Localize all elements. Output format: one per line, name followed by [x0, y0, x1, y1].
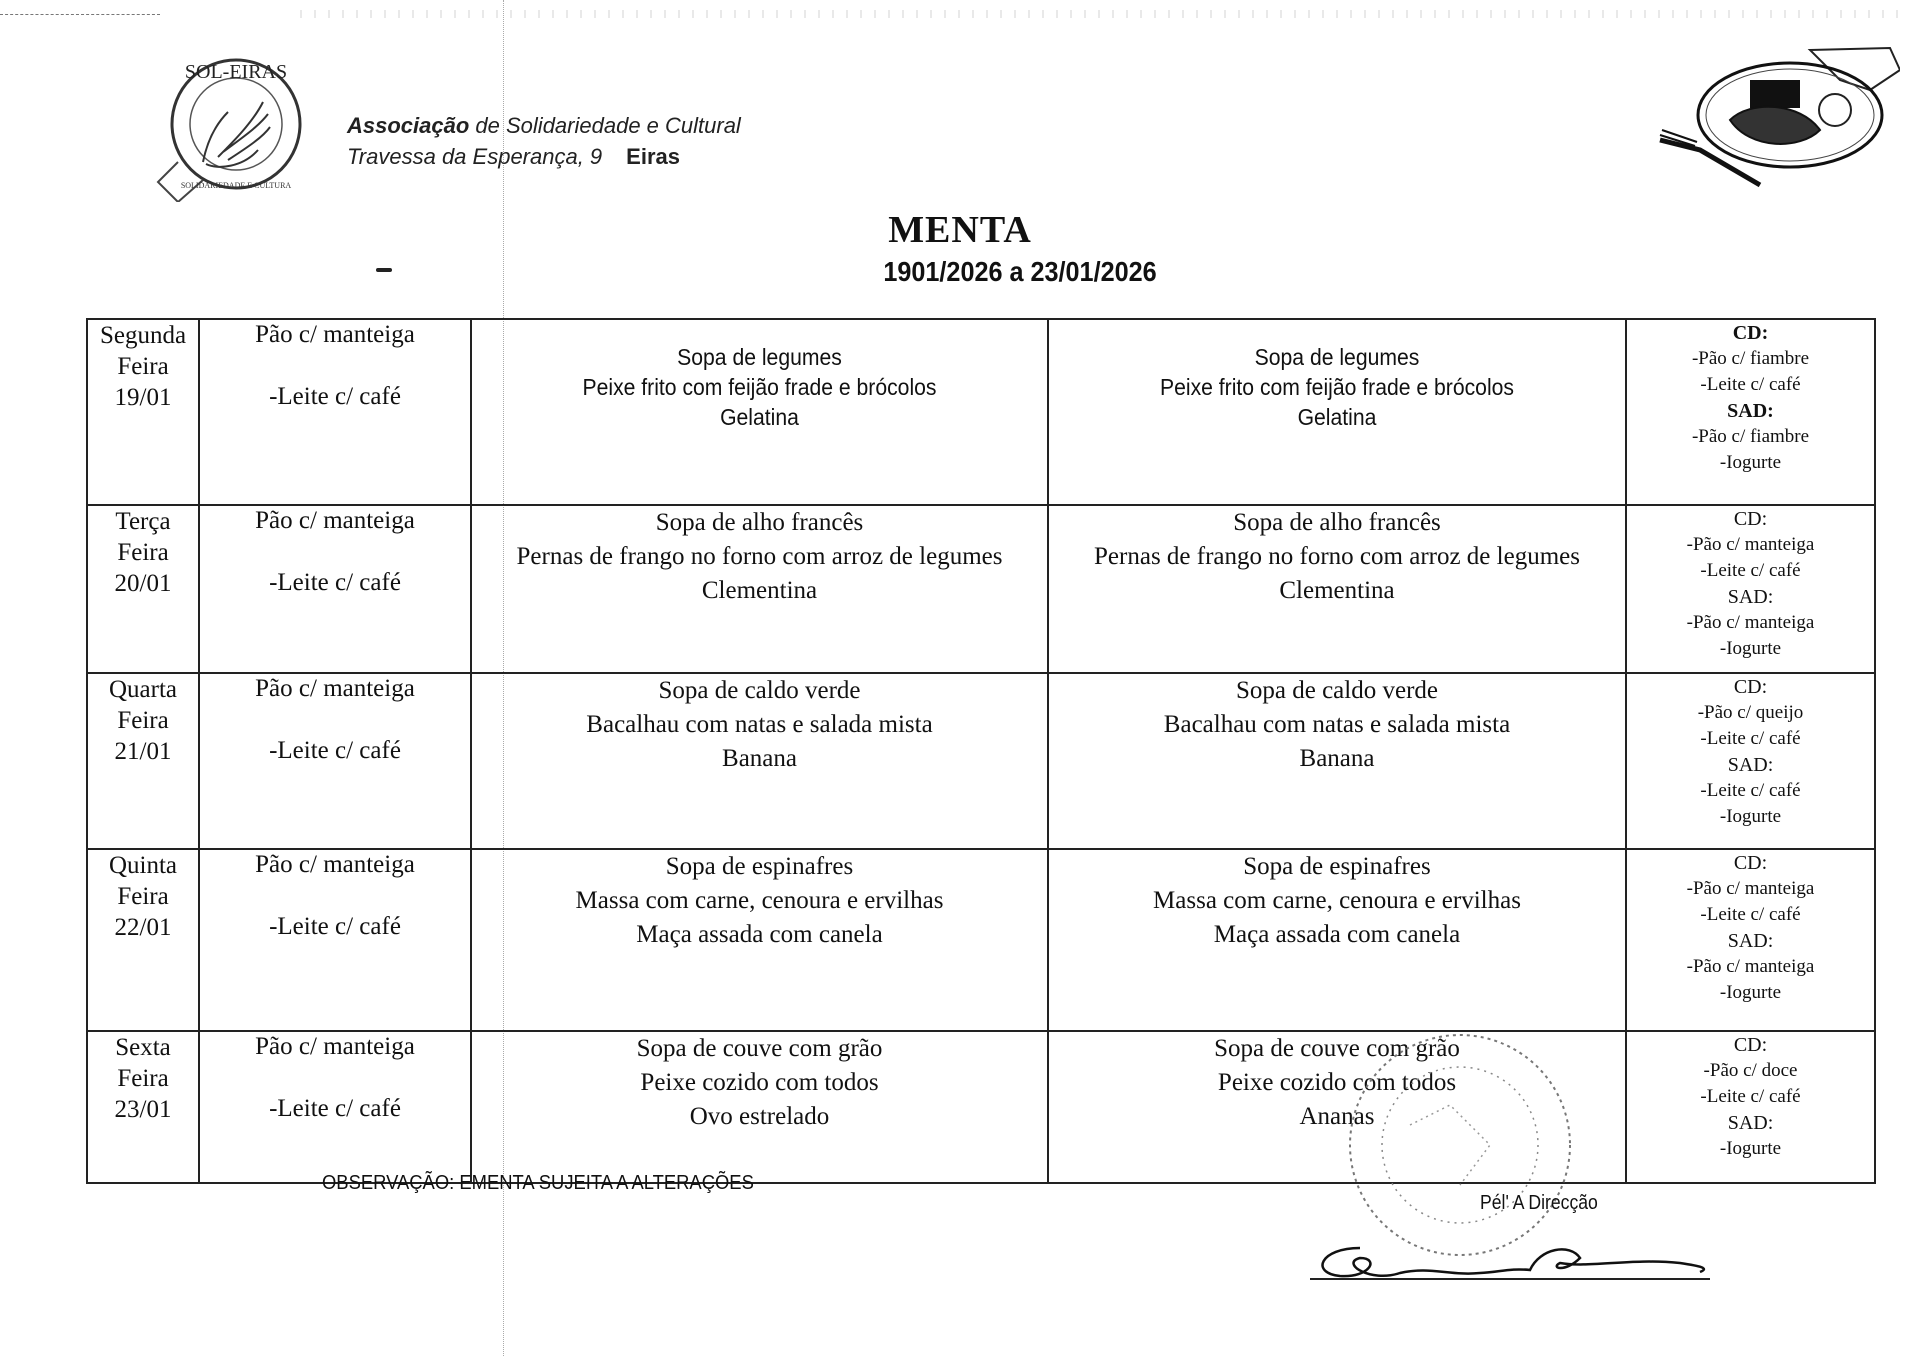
dinner-item: Peixe frito com feijão frade e brócolos: [1159, 374, 1515, 400]
snack-cell: [1626, 1031, 1875, 1183]
breakfast-item: -Leite c/ café: [269, 737, 401, 764]
day-cell: [87, 1031, 199, 1183]
menu-row: [87, 505, 1875, 673]
dinner-cell: [1048, 849, 1626, 1031]
snack-sad-label: SAD:: [1727, 586, 1774, 608]
snack-cd-label: CD:: [1733, 508, 1768, 530]
org-name-bold: Associação: [347, 113, 470, 138]
snack-cd-item: -Leite c/ café: [1700, 904, 1801, 925]
snack-sad-item: -Iogurte: [1719, 806, 1782, 827]
lunch-item: Peixe frito com feijão frade e brócolos: [582, 374, 937, 400]
menu-row: [87, 1031, 1875, 1183]
lunch-item: Pernas de frango no forno com arroz de legumes: [516, 543, 1003, 570]
day-date: 21/01: [114, 738, 172, 765]
snack-cd-item: -Pão c/ doce: [1703, 1060, 1798, 1081]
dinner-cell: [1071, 319, 1603, 505]
lunch-cell: [471, 1031, 1048, 1183]
lunch-item: Bacalhau com natas e salada mista: [586, 711, 933, 738]
lunch-item: Peixe cozido com todos: [640, 1069, 879, 1096]
breakfast-cell: [199, 1031, 471, 1183]
day-date: 23/01: [114, 1096, 172, 1123]
day-feira: Feira: [117, 707, 169, 734]
snack-sad-item: -Iogurte: [1719, 1138, 1782, 1159]
day-date: 22/01: [114, 914, 172, 941]
dinner-cell: [1048, 673, 1626, 849]
dinner-item: Banana: [1299, 745, 1375, 772]
lunch-item: Sopa de couve com grão: [636, 1035, 883, 1062]
lunch-item: Massa com carne, cenoura e ervilhas: [575, 887, 944, 914]
breakfast-item: -Leite c/ café: [269, 569, 401, 596]
snack-sad-item: -Iogurte: [1719, 638, 1782, 659]
organization-header: [347, 110, 741, 172]
snack-cd-item: -Leite c/ café: [1700, 1086, 1801, 1107]
dinner-cell: [1048, 505, 1626, 673]
lunch-item: Sopa de alho francês: [655, 509, 864, 536]
breakfast-item: -Leite c/ café: [269, 913, 401, 940]
day-name: Quarta: [108, 676, 178, 703]
dinner-item: Maça assada com canela: [1213, 921, 1461, 948]
plate-with-fork-icon: [1650, 40, 1900, 190]
snack-cd-item: -Leite c/ café: [1700, 560, 1801, 581]
day-cell: [87, 505, 199, 673]
day-date: 20/01: [114, 570, 172, 597]
observation-note: OBSERVAÇÃO: EMENTA SUJEITA A ALTERAÇÕES: [322, 1172, 754, 1194]
org-name-rest: de Solidariedade e Cultural: [475, 113, 741, 138]
dinner-item: Sopa de espinafres: [1243, 853, 1431, 880]
day-name: Quinta: [108, 852, 178, 879]
dinner-item: Pernas de frango no forno com arroz de legumes: [1094, 543, 1580, 570]
snack-cd-label: CD:: [1732, 322, 1769, 344]
logo-title-text: SOL-EIRAS: [184, 61, 288, 83]
snack-sad-label: SAD:: [1727, 400, 1774, 422]
day-date: 19/01: [114, 384, 172, 411]
org-address: Travessa da Esperança, 9: [347, 144, 603, 169]
breakfast-item: Pão c/ manteiga: [255, 321, 415, 348]
breakfast-cell: [199, 849, 471, 1031]
dinner-item: Sopa de couve com grão: [1214, 1035, 1460, 1062]
snack-cd-item: -Pão c/ fiambre: [1691, 348, 1810, 369]
menu-row: [87, 673, 1875, 849]
snack-sad-label: SAD:: [1727, 1112, 1774, 1134]
lunch-item: Sopa de caldo verde: [658, 677, 861, 704]
snack-sad-label: SAD:: [1727, 754, 1774, 776]
weekly-menu-table: [86, 318, 1876, 1184]
lunch-item: Ovo estrelado: [689, 1103, 830, 1130]
snack-sad-item: -Pão c/ fiambre: [1691, 426, 1810, 447]
menu-row: [87, 319, 1875, 505]
dinner-item: Sopa de caldo verde: [1235, 677, 1438, 704]
snack-cell: [1626, 505, 1875, 673]
lunch-item: Sopa de espinafres: [665, 853, 854, 880]
breakfast-item: Pão c/ manteiga: [255, 675, 415, 702]
scan-artifact-marks: [300, 10, 1900, 18]
handwritten-signature: [1300, 1228, 1720, 1298]
day-cell: [87, 319, 199, 505]
snack-cell: [1626, 849, 1875, 1031]
breakfast-cell: [199, 505, 471, 673]
dinner-item: Bacalhau com natas e salada mista: [1163, 711, 1511, 738]
lunch-cell: [471, 505, 1048, 673]
logo-ring-text: SOLIDARIEDADE E CULTURA: [180, 181, 292, 190]
menu-title: MENTA: [888, 209, 1032, 251]
breakfast-item: Pão c/ manteiga: [255, 851, 415, 878]
day-feira: Feira: [117, 353, 169, 380]
breakfast-item: -Leite c/ café: [269, 1095, 401, 1122]
signature-label: Pél' A Direcção: [1480, 1192, 1598, 1214]
dinner-item: Ananas: [1299, 1103, 1375, 1130]
day-feira: Feira: [117, 539, 169, 566]
snack-cd-item: -Pão c/ queijo: [1697, 702, 1804, 723]
dinner-item: Massa com carne, cenoura e ervilhas: [1153, 887, 1521, 914]
snack-cd-label: CD:: [1733, 676, 1768, 698]
signature-line: [1310, 1278, 1710, 1280]
org-town: Eiras: [626, 144, 680, 169]
day-name: Segunda: [99, 322, 187, 349]
lunch-item: Clementina: [701, 577, 818, 604]
lunch-item: Gelatina: [720, 404, 799, 430]
snack-cd-item: -Leite c/ café: [1700, 728, 1801, 749]
snack-cd-item: -Pão c/ manteiga: [1686, 534, 1815, 555]
breakfast-item: -Leite c/ café: [269, 383, 401, 410]
snack-sad-item: -Iogurte: [1719, 982, 1782, 1003]
snack-cd-item: -Pão c/ manteiga: [1686, 878, 1815, 899]
snack-sad-item: -Pão c/ manteiga: [1686, 612, 1815, 633]
lunch-cell: [494, 319, 1025, 505]
lunch-item: Sopa de legumes: [677, 344, 842, 370]
breakfast-cell: [199, 673, 471, 849]
snack-cell: [1626, 673, 1875, 849]
day-cell: [87, 673, 199, 849]
snack-sad-item: -Pão c/ manteiga: [1686, 956, 1815, 977]
breakfast-cell: [199, 319, 471, 505]
dinner-item: Peixe cozido com todos: [1217, 1069, 1457, 1096]
snack-cell: [1626, 319, 1875, 505]
lunch-item: Maça assada com canela: [636, 921, 883, 948]
menu-date-range: 1901/2026 a 23/01/2026: [883, 256, 1157, 287]
snack-cd-label: CD:: [1733, 852, 1768, 874]
dinner-item: Sopa de legumes: [1254, 344, 1420, 370]
scan-artifact-line: [0, 14, 160, 15]
snack-sad-item: -Iogurte: [1719, 452, 1782, 473]
day-name: Sexta: [115, 1034, 171, 1061]
day-cell: [87, 849, 199, 1031]
lunch-item: Banana: [722, 745, 797, 772]
breakfast-item: Pão c/ manteiga: [255, 1033, 415, 1060]
day-name: Terça: [115, 508, 171, 535]
day-feira: Feira: [117, 1065, 169, 1092]
dinner-item: Gelatina: [1297, 404, 1377, 430]
lunch-cell: [471, 673, 1048, 849]
breakfast-item: Pão c/ manteiga: [255, 507, 415, 534]
snack-sad-label: SAD:: [1727, 930, 1774, 952]
organization-logo: [148, 52, 308, 202]
snack-cd-label: CD:: [1733, 1034, 1768, 1056]
dinner-item: Sopa de alho francês: [1233, 509, 1441, 536]
snack-sad-item: -Leite c/ café: [1700, 780, 1801, 801]
menu-row: [87, 849, 1875, 1031]
lunch-cell: [471, 849, 1048, 1031]
dinner-item: Clementina: [1279, 577, 1395, 604]
snack-cd-item: -Leite c/ café: [1700, 374, 1801, 395]
day-feira: Feira: [117, 883, 169, 910]
